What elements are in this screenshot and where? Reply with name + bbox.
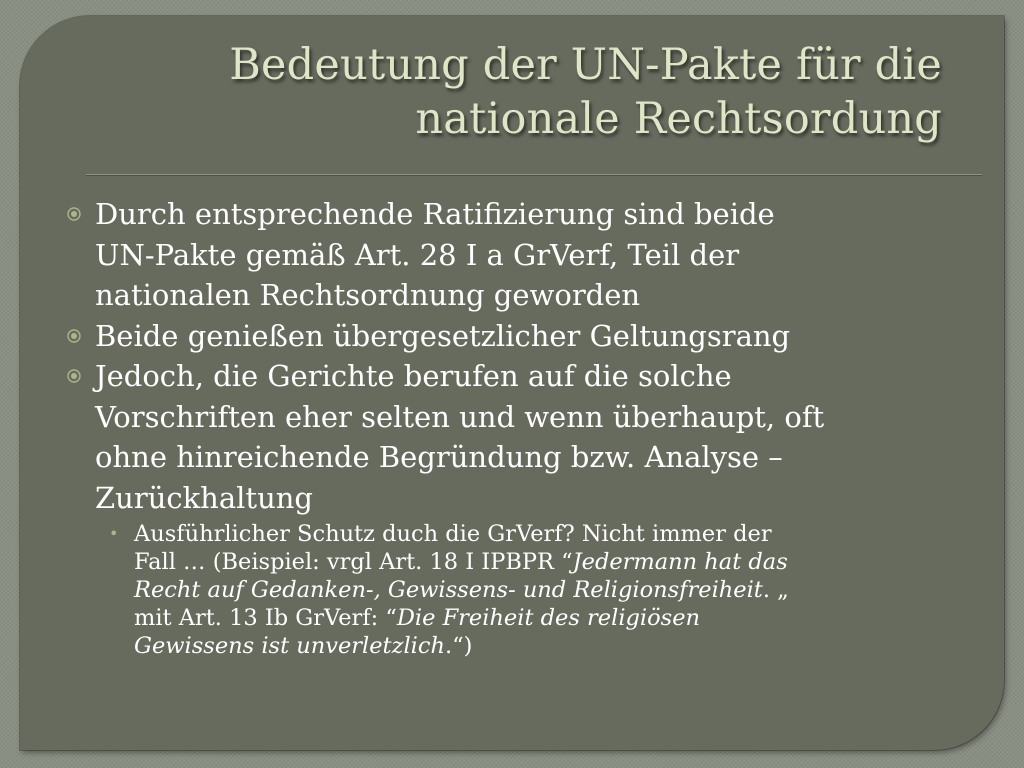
circled-dot-icon [67, 369, 81, 383]
quote-italic: Die Freiheit des religiösen [396, 605, 701, 631]
quote-italic: Recht auf Gedanken-, Gewissens- und Religionsfreiheit [134, 577, 763, 603]
bullet-line: Jedoch, die Gerichte berufen auf die solche [95, 359, 732, 393]
slide-title [42, 38, 942, 146]
small-dot-icon: • [109, 524, 119, 543]
bullet-line: UN-Pakte gemäß Art. 28 I a GrVerf, Teil der [95, 237, 740, 272]
bullet-ratification [64, 194, 964, 316]
bullet-line: Beide genießen übergesetzlicher Geltungsrang [95, 318, 791, 353]
sub-line: . „ [762, 577, 789, 603]
bullet-line: Zurückhaltung [95, 480, 313, 515]
title-divider [86, 174, 982, 175]
bullet-line: Vorschriften eher selten und wenn überhaupt, oft [95, 399, 825, 434]
circled-dot-icon [67, 207, 81, 221]
sub-line: Fall … (Beispiel: vrgl Art. 18 I IPBPR “ [134, 549, 573, 575]
bullet-rank [64, 316, 964, 357]
slide-title-line-1: Bedeutung der UN-Pakte für die [229, 40, 942, 90]
circled-dot-icon [67, 329, 81, 343]
quote-italic: Gewissens ist unverletzlich [134, 633, 445, 659]
sub-line: mit Art. 13 Ib GrVerf: “ [134, 605, 397, 631]
bullet-courts [64, 356, 964, 518]
sub-bullet-example [109, 520, 934, 660]
bullet-line: ohne hinreichende Begründung bzw. Analyse – [95, 440, 783, 474]
quote-italic: Jedermann hat das [572, 549, 788, 575]
bullet-line: Durch entsprechende Ratifizierung sind beide [95, 197, 775, 231]
sub-line: Ausführlicher Schutz duch die GrVerf? Nicht immer der [134, 521, 772, 547]
slide-content [64, 194, 964, 660]
bullet-line: nationalen Rechtsordnung geworden [95, 278, 641, 312]
slide-title-line-2: nationale Rechtsordung [415, 94, 942, 144]
sub-line: .“) [444, 633, 473, 659]
